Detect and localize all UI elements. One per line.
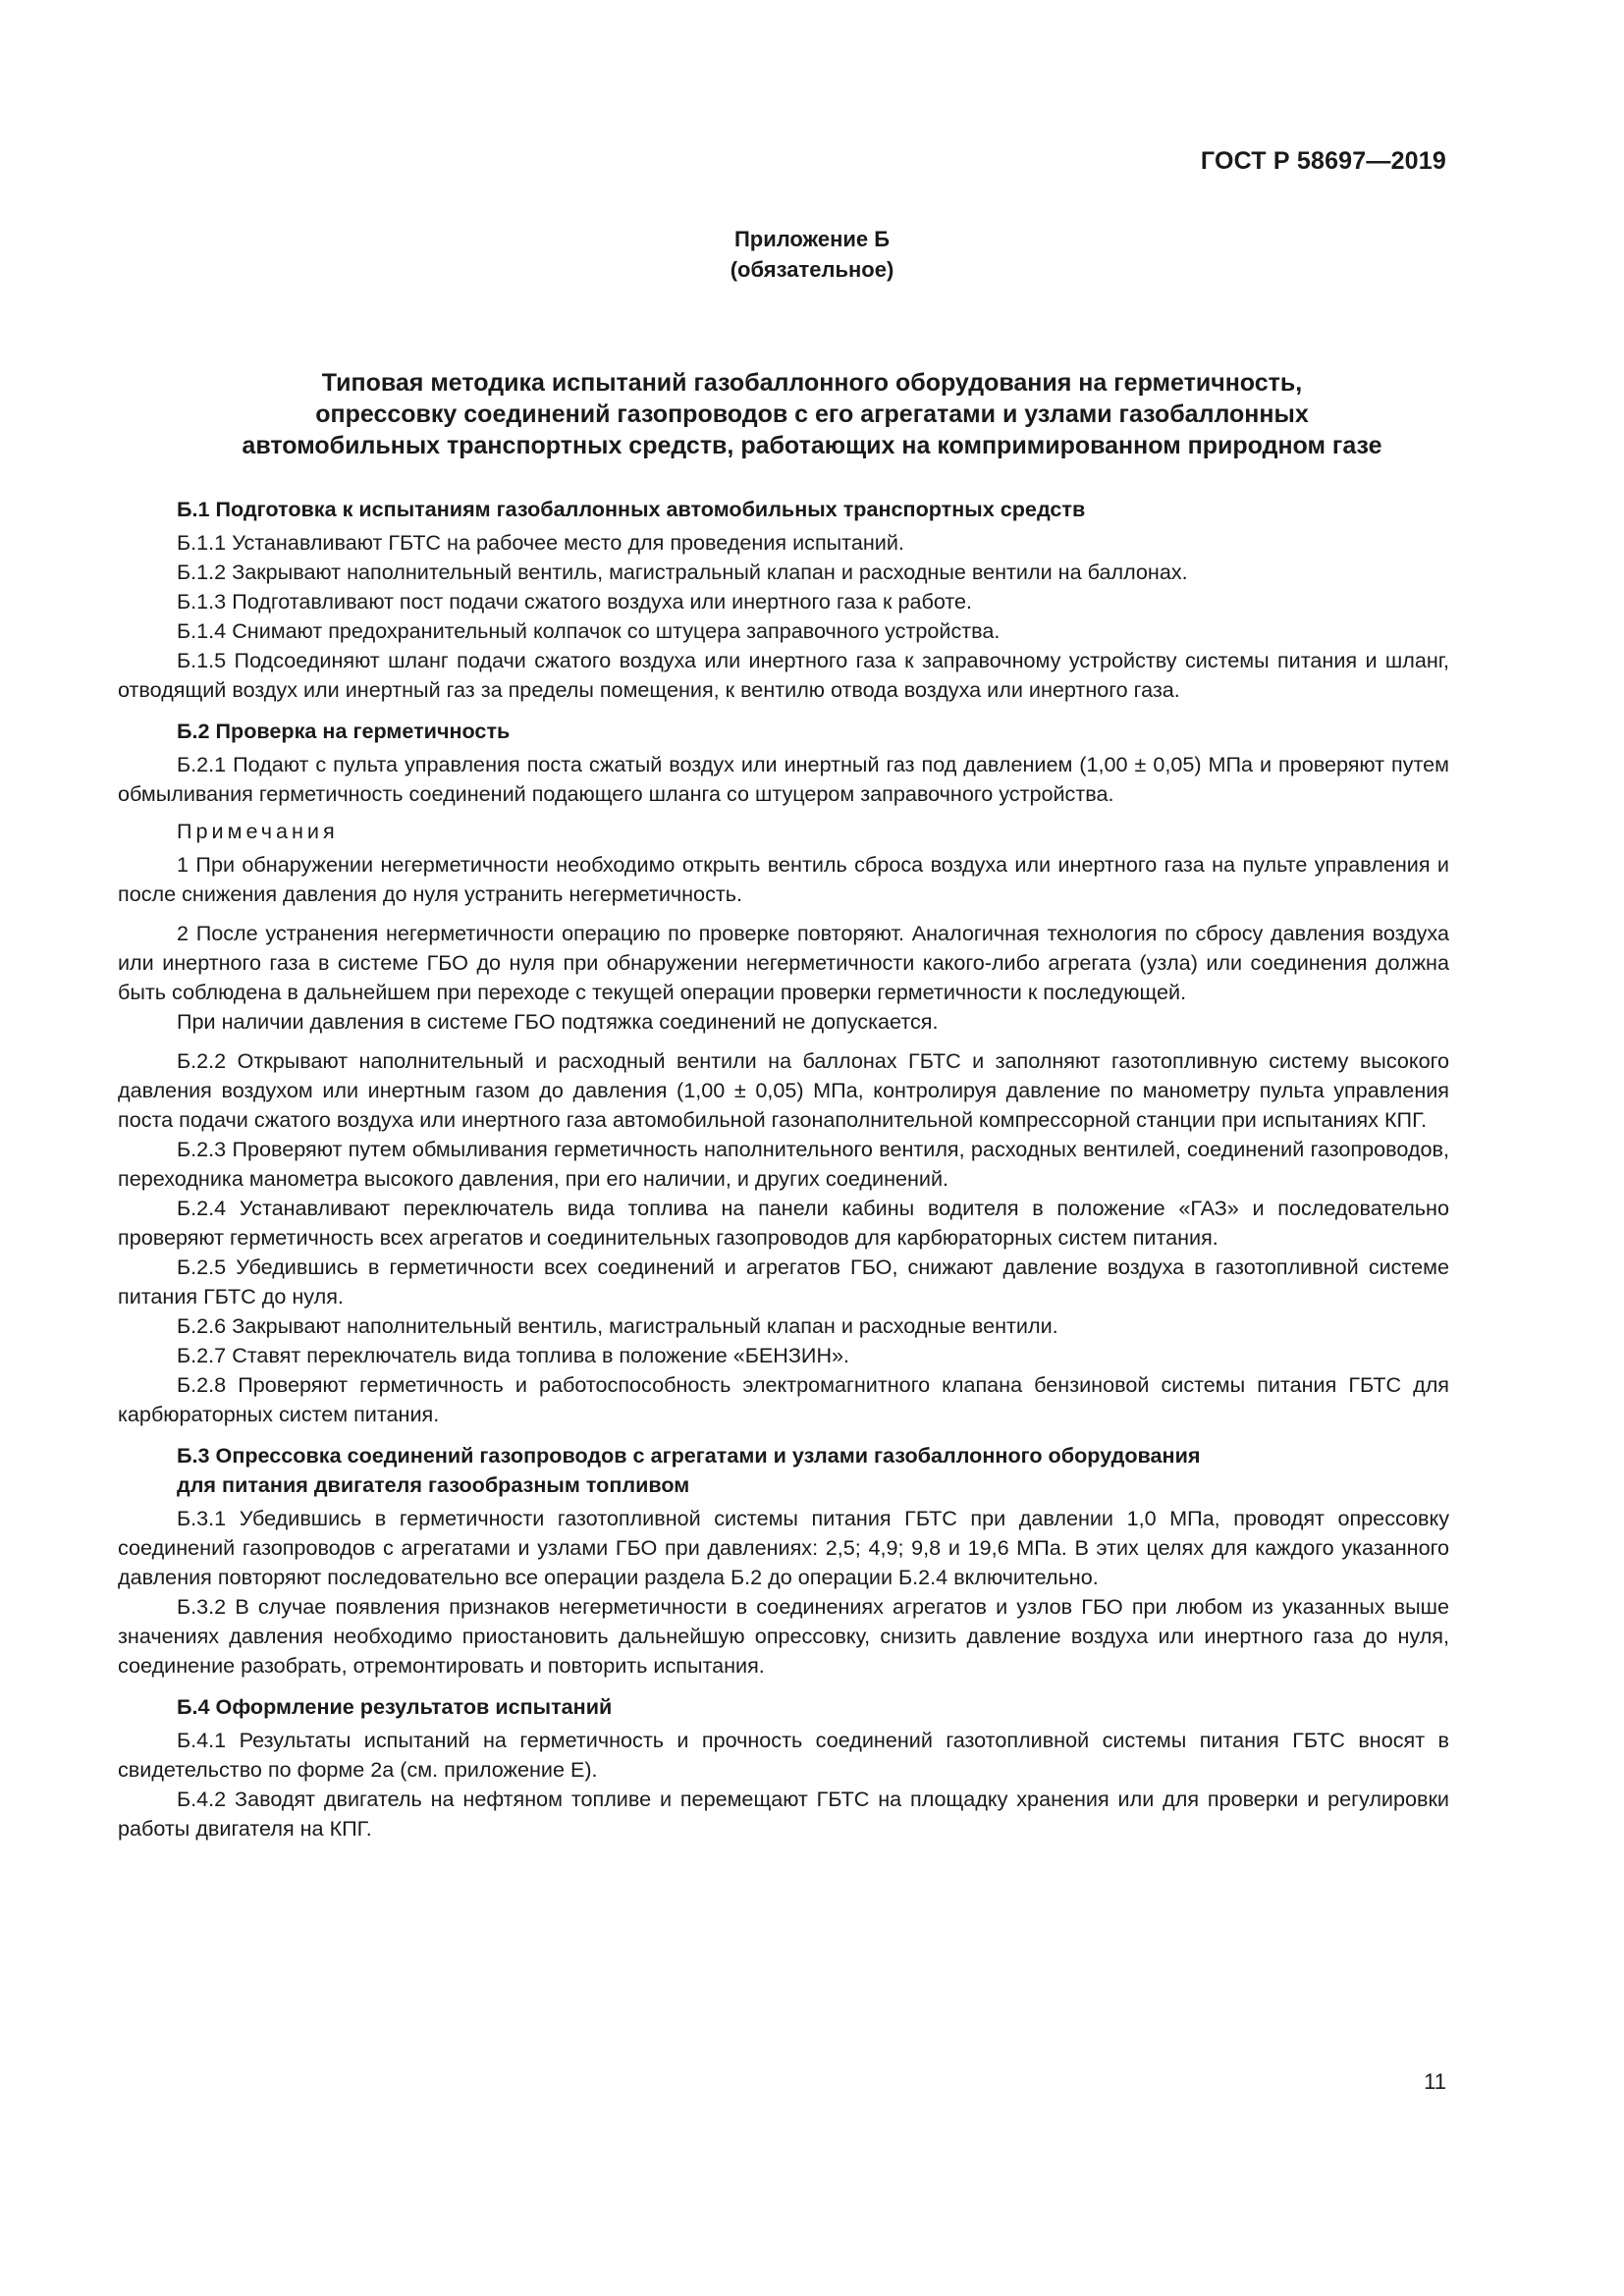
paragraph: Б.1.3 Подготавливают пост подачи сжатого воздуха или инертного газа к работе. xyxy=(177,589,973,614)
section-heading-b2: Б.2 Проверка на герметичность xyxy=(177,719,511,743)
paragraph: Б.2.5 Убедившись в герметичности всех соединений и агрегатов ГБО, снижают давление воздуха в газотопливной системе питания ГБТС до нуля. xyxy=(118,1255,1449,1308)
section-heading-b4: Б.4 Оформление результатов испытаний xyxy=(177,1694,613,1719)
notes-label: Примечания xyxy=(177,819,339,843)
note: При наличии давления в системе ГБО подтяжка соединений не допускается. xyxy=(177,1009,939,1034)
appendix-status: (обязательное) xyxy=(730,257,894,282)
paragraph: Б.4.2 Заводят двигатель на нефтяном топливе и перемещают ГБТС на площадку хранения или для проверки и регулировки работы двигателя на КПГ. xyxy=(118,1787,1449,1841)
section-heading-b1: Б.1 Подготовка к испытаниям газобаллонных автомобильных транспортных средств xyxy=(177,497,1086,521)
section-heading-line: Б.3 Опрессовка соединений газопроводов с агрегатами и узлами газобаллонного оборудования xyxy=(177,1443,1201,1468)
section-heading-b3 xyxy=(118,1441,1449,1500)
title-line: Типовая методика испытаний газобаллонного оборудования на герметичность, xyxy=(321,369,1303,397)
paragraph: Б.2.6 Закрывают наполнительный вентиль, магистральный клапан и расходные вентили. xyxy=(177,1313,1058,1338)
section-heading-line: для питания двигателя газообразным топливом xyxy=(177,1472,690,1497)
paragraph: Б.1.1 Устанавливают ГБТС на рабочее место для проведения испытаний. xyxy=(177,530,904,555)
paragraph: Б.4.1 Результаты испытаний на герметичность и прочность соединений газотопливной системы питания ГБТС вносят в свидетельство по форме 2а (см. приложение Е). xyxy=(118,1728,1449,1782)
paragraph: Б.1.2 Закрывают наполнительный вентиль, магистральный клапан и расходные вентили на баллонах. xyxy=(177,560,1188,584)
document-body xyxy=(118,495,1449,1843)
page-number: 11 xyxy=(1424,2069,1446,2094)
note: 1 При обнаружении негерметичности необходимо открыть вентиль сброса воздуха или инертного газа на пульте управления и после снижения давления до нуля устранить негерметичность. xyxy=(118,852,1449,906)
paragraph: Б.2.7 Ставят переключатель вида топлива в положение «БЕНЗИН». xyxy=(177,1343,850,1367)
paragraph: Б.2.2 Открывают наполнительный и расходный вентили на баллонах ГБТС и заполняют газотопливную систему высокого давления воздухом или инертным газом до давления (1,00 ± 0,05) МПа, контролируя давление по манометру пульта управления поста подачи сжатого воздуха или инертного газа автомобильной газонаполнительной компрессорной станции при испытаниях КПГ. xyxy=(118,1048,1449,1132)
title-line: автомобильных транспортных средств, работающих на компримированном природном газе xyxy=(242,432,1382,459)
document-title xyxy=(118,367,1506,461)
paragraph: Б.1.4 Снимают предохранительный колпачок со штуцера заправочного устройства. xyxy=(177,618,1001,643)
paragraph: Б.2.3 Проверяют путем обмыливания герметичность наполнительного вентиля, расходных вентилей, соединений газопроводов, переходника манометра высокого давления, при его наличии, и других соединений. xyxy=(118,1137,1449,1191)
appendix-heading xyxy=(0,224,1624,285)
paragraph: Б.2.4 Устанавливают переключатель вида топлива на панели кабины водителя в положение «ГАЗ» и последовательно проверяют герметичность всех агрегатов и соединительных газопроводов для карбюраторных систем питания. xyxy=(118,1196,1449,1250)
paragraph: Б.3.2 В случае появления признаков негерметичности в соединениях агрегатов и узлов ГБО при любом из указанных выше значениях давления необходимо приостановить дальнейшую опрессовку, снизить давление воздуха или инертного газа до нуля, соединение разобрать, отремонтировать и повторить испытания. xyxy=(118,1594,1449,1678)
paragraph: Б.1.5 Подсоединяют шланг подачи сжатого воздуха или инертного газа к заправочному устройству системы питания и шланг, отводящий воздух или инертный газ за пределы помещения, к вентилю отвода воздуха или инертного газа. xyxy=(118,648,1449,702)
note: 2 После устранения негерметичности операцию по проверке повторяют. Аналогичная технология по сбросу давления воздуха или инертного газа в системе ГБО до нуля при обнаружении негерметичности какого-либо агрегата (узла) или соединения должна быть соблюдена в дальнейшем при переходе с текущей операции проверки герметичности к последующей. xyxy=(118,921,1449,1004)
paragraph: Б.2.8 Проверяют герметичность и работоспособность электромагнитного клапана бензиновой системы питания ГБТС для карбюраторных систем питания. xyxy=(118,1372,1449,1426)
standard-number: ГОСТ Р 58697—2019 xyxy=(1200,147,1446,175)
paragraph: Б.3.1 Убедившись в герметичности газотопливной системы питания ГБТС при давлении 1,0 МПа, проводят опрессовку соединений газопроводов с агрегатами и узлами ГБО при давлениях: 2,5; 4,9; 9,8 и 19,6 МПа. В этих целях для каждого указанного давления повторяют последовательно все операции раздела Б.2 до операции Б.2.4 включительно. xyxy=(118,1506,1449,1589)
paragraph: Б.2.1 Подают с пульта управления поста сжатый воздух или инертный газ под давлением (1,00 ± 0,05) МПа и проверяют путем обмыливания герметичность соединений подающего шланга со штуцером заправочного устройства. xyxy=(118,752,1449,806)
appendix-label: Приложение Б xyxy=(733,227,891,251)
title-line: опрессовку соединений газопроводов с его агрегатами и узлами газобаллонных xyxy=(315,400,1309,428)
